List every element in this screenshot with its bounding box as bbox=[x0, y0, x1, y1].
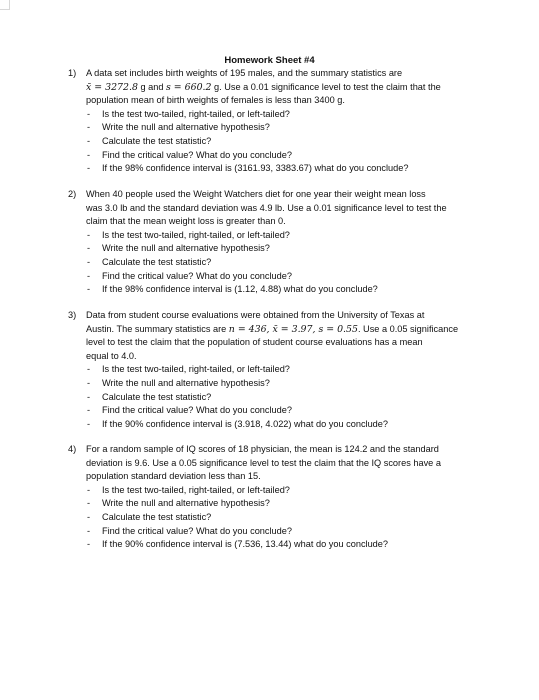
question-item bbox=[86, 256, 488, 270]
question-item bbox=[86, 149, 488, 163]
question-item bbox=[86, 229, 488, 243]
question-text: Is the test two-tailed, right-tailed, or left-tailed? bbox=[102, 484, 290, 495]
bullet-dash: - bbox=[87, 270, 91, 281]
statement-line: equal to 4.0. bbox=[86, 350, 137, 361]
question-text: If the 90% confidence interval is (7.536, 13.44) what do you conclude? bbox=[102, 539, 389, 550]
question-text: Write the null and alternative hypothesis? bbox=[102, 498, 270, 509]
bullet-dash: - bbox=[87, 511, 91, 522]
summary-statistics-formula: n = 436, x̄ = 3.97, s = 0.55 bbox=[228, 323, 358, 335]
statement-line: Data from student course evaluations were obtained from the University of Texas at bbox=[86, 310, 425, 320]
problem-statement bbox=[86, 309, 488, 363]
question-item bbox=[86, 525, 488, 539]
sample-mean-formula: x̄ = 3272.8 bbox=[86, 81, 138, 93]
bullet-dash: - bbox=[87, 149, 91, 160]
statement-line: A data set includes birth weights of 195 males, and the summary statistics are bbox=[86, 68, 403, 78]
statement-line: When 40 people used the Weight Watchers diet for one year their weight mean loss bbox=[86, 189, 426, 199]
sample-sd-formula: s = 660.2 bbox=[166, 81, 212, 93]
question-item bbox=[86, 363, 488, 377]
question-list bbox=[86, 363, 488, 431]
question-list bbox=[86, 229, 488, 297]
bullet-dash: - bbox=[87, 108, 91, 119]
question-item bbox=[86, 162, 488, 176]
problem-number: 1) bbox=[68, 68, 77, 78]
question-item bbox=[86, 135, 488, 149]
bullet-dash: - bbox=[87, 163, 91, 174]
problem-number: 2) bbox=[68, 189, 77, 199]
bullet-dash: - bbox=[87, 256, 91, 267]
problem-statement bbox=[86, 188, 488, 229]
question-text: Calculate the test statistic? bbox=[102, 135, 212, 146]
question-item bbox=[86, 108, 488, 122]
question-item bbox=[86, 538, 488, 552]
statement-line: population standard deviation less than 15. bbox=[86, 471, 261, 482]
statement-fragment: g and bbox=[137, 81, 167, 92]
question-text: Calculate the test statistic? bbox=[102, 391, 212, 402]
question-text: Find the critical value? What do you conclude? bbox=[102, 525, 292, 536]
question-item bbox=[86, 418, 488, 432]
question-item bbox=[86, 404, 488, 418]
bullet-dash: - bbox=[87, 498, 91, 509]
statement-line: For a random sample of IQ scores of 18 physician, the mean is 124.2 and the standard bbox=[86, 444, 439, 454]
statement-line bbox=[86, 323, 488, 337]
page-title: Homework Sheet #4 bbox=[224, 55, 315, 66]
question-text: Is the test two-tailed, right-tailed, or left-tailed? bbox=[102, 364, 290, 375]
statement-line: level to test the claim that the population of student course evaluations has a mean bbox=[86, 337, 423, 348]
bullet-dash: - bbox=[87, 122, 91, 133]
statement-line: claim that the mean weight loss is greater than 0. bbox=[86, 216, 286, 227]
bullet-dash: - bbox=[87, 364, 91, 375]
question-list bbox=[86, 484, 488, 552]
problem-number: 3) bbox=[68, 310, 77, 320]
question-text: Calculate the test statistic? bbox=[102, 256, 212, 267]
bullet-dash: - bbox=[87, 484, 91, 495]
problem-1 bbox=[68, 67, 488, 176]
statement-line: population mean of birth weights of females is less than 3400 g. bbox=[86, 95, 345, 106]
question-text: If the 98% confidence interval is (1.12, 4.88) what do you conclude? bbox=[102, 284, 378, 295]
bullet-dash: - bbox=[87, 418, 91, 429]
bullet-dash: - bbox=[87, 229, 91, 240]
problem-number: 4) bbox=[68, 444, 77, 454]
statement-line: was 3.0 lb and the standard deviation was 4.9 lb. Use a 0.01 significance level to test the bbox=[86, 202, 447, 213]
question-item bbox=[86, 484, 488, 498]
bullet-dash: - bbox=[87, 377, 91, 388]
problem-statement bbox=[86, 67, 488, 108]
statement-fragment: Austin. The summary statistics are bbox=[86, 323, 229, 334]
question-item bbox=[86, 283, 488, 297]
question-item bbox=[86, 497, 488, 511]
question-item bbox=[86, 377, 488, 391]
question-item bbox=[86, 121, 488, 135]
question-text: Find the critical value? What do you conclude? bbox=[102, 270, 292, 281]
question-item bbox=[86, 391, 488, 405]
statement-fragment: g. Use a 0.01 significance level to test the claim that the bbox=[211, 81, 441, 92]
bullet-dash: - bbox=[87, 405, 91, 416]
problem-2 bbox=[68, 188, 488, 297]
question-text: Is the test two-tailed, right-tailed, or left-tailed? bbox=[102, 229, 290, 240]
question-list bbox=[86, 108, 488, 176]
question-text: Is the test two-tailed, right-tailed, or left-tailed? bbox=[102, 108, 290, 119]
question-text: Find the critical value? What do you conclude? bbox=[102, 405, 292, 416]
question-text: Write the null and alternative hypothesis? bbox=[102, 122, 270, 133]
question-text: Calculate the test statistic? bbox=[102, 511, 212, 522]
bullet-dash: - bbox=[87, 525, 91, 536]
problem-statement bbox=[86, 443, 488, 484]
problem-4 bbox=[68, 443, 488, 552]
statement-line: deviation is 9.6. Use a 0.05 significance level to test the claim that the IQ scores have a bbox=[86, 457, 441, 468]
bullet-dash: - bbox=[87, 539, 91, 550]
problem-3 bbox=[68, 309, 488, 431]
question-text: Write the null and alternative hypothesis? bbox=[102, 243, 270, 254]
question-text: If the 98% confidence interval is (3161.93, 3383.67) what do you conclude? bbox=[102, 163, 409, 174]
question-text: Write the null and alternative hypothesis? bbox=[102, 377, 270, 388]
statement-fragment: . Use a 0.05 significance bbox=[357, 323, 459, 334]
bullet-dash: - bbox=[87, 243, 91, 254]
question-item bbox=[86, 270, 488, 284]
question-item bbox=[86, 511, 488, 525]
bullet-dash: - bbox=[87, 391, 91, 402]
bullet-dash: - bbox=[87, 284, 91, 295]
statement-line bbox=[86, 81, 488, 95]
question-item bbox=[86, 242, 488, 256]
question-text: If the 90% confidence interval is (3.918, 4.022) what do you conclude? bbox=[102, 418, 389, 429]
bullet-dash: - bbox=[87, 135, 91, 146]
question-text: Find the critical value? What do you conclude? bbox=[102, 149, 292, 160]
page-corner-mark bbox=[0, 0, 10, 10]
